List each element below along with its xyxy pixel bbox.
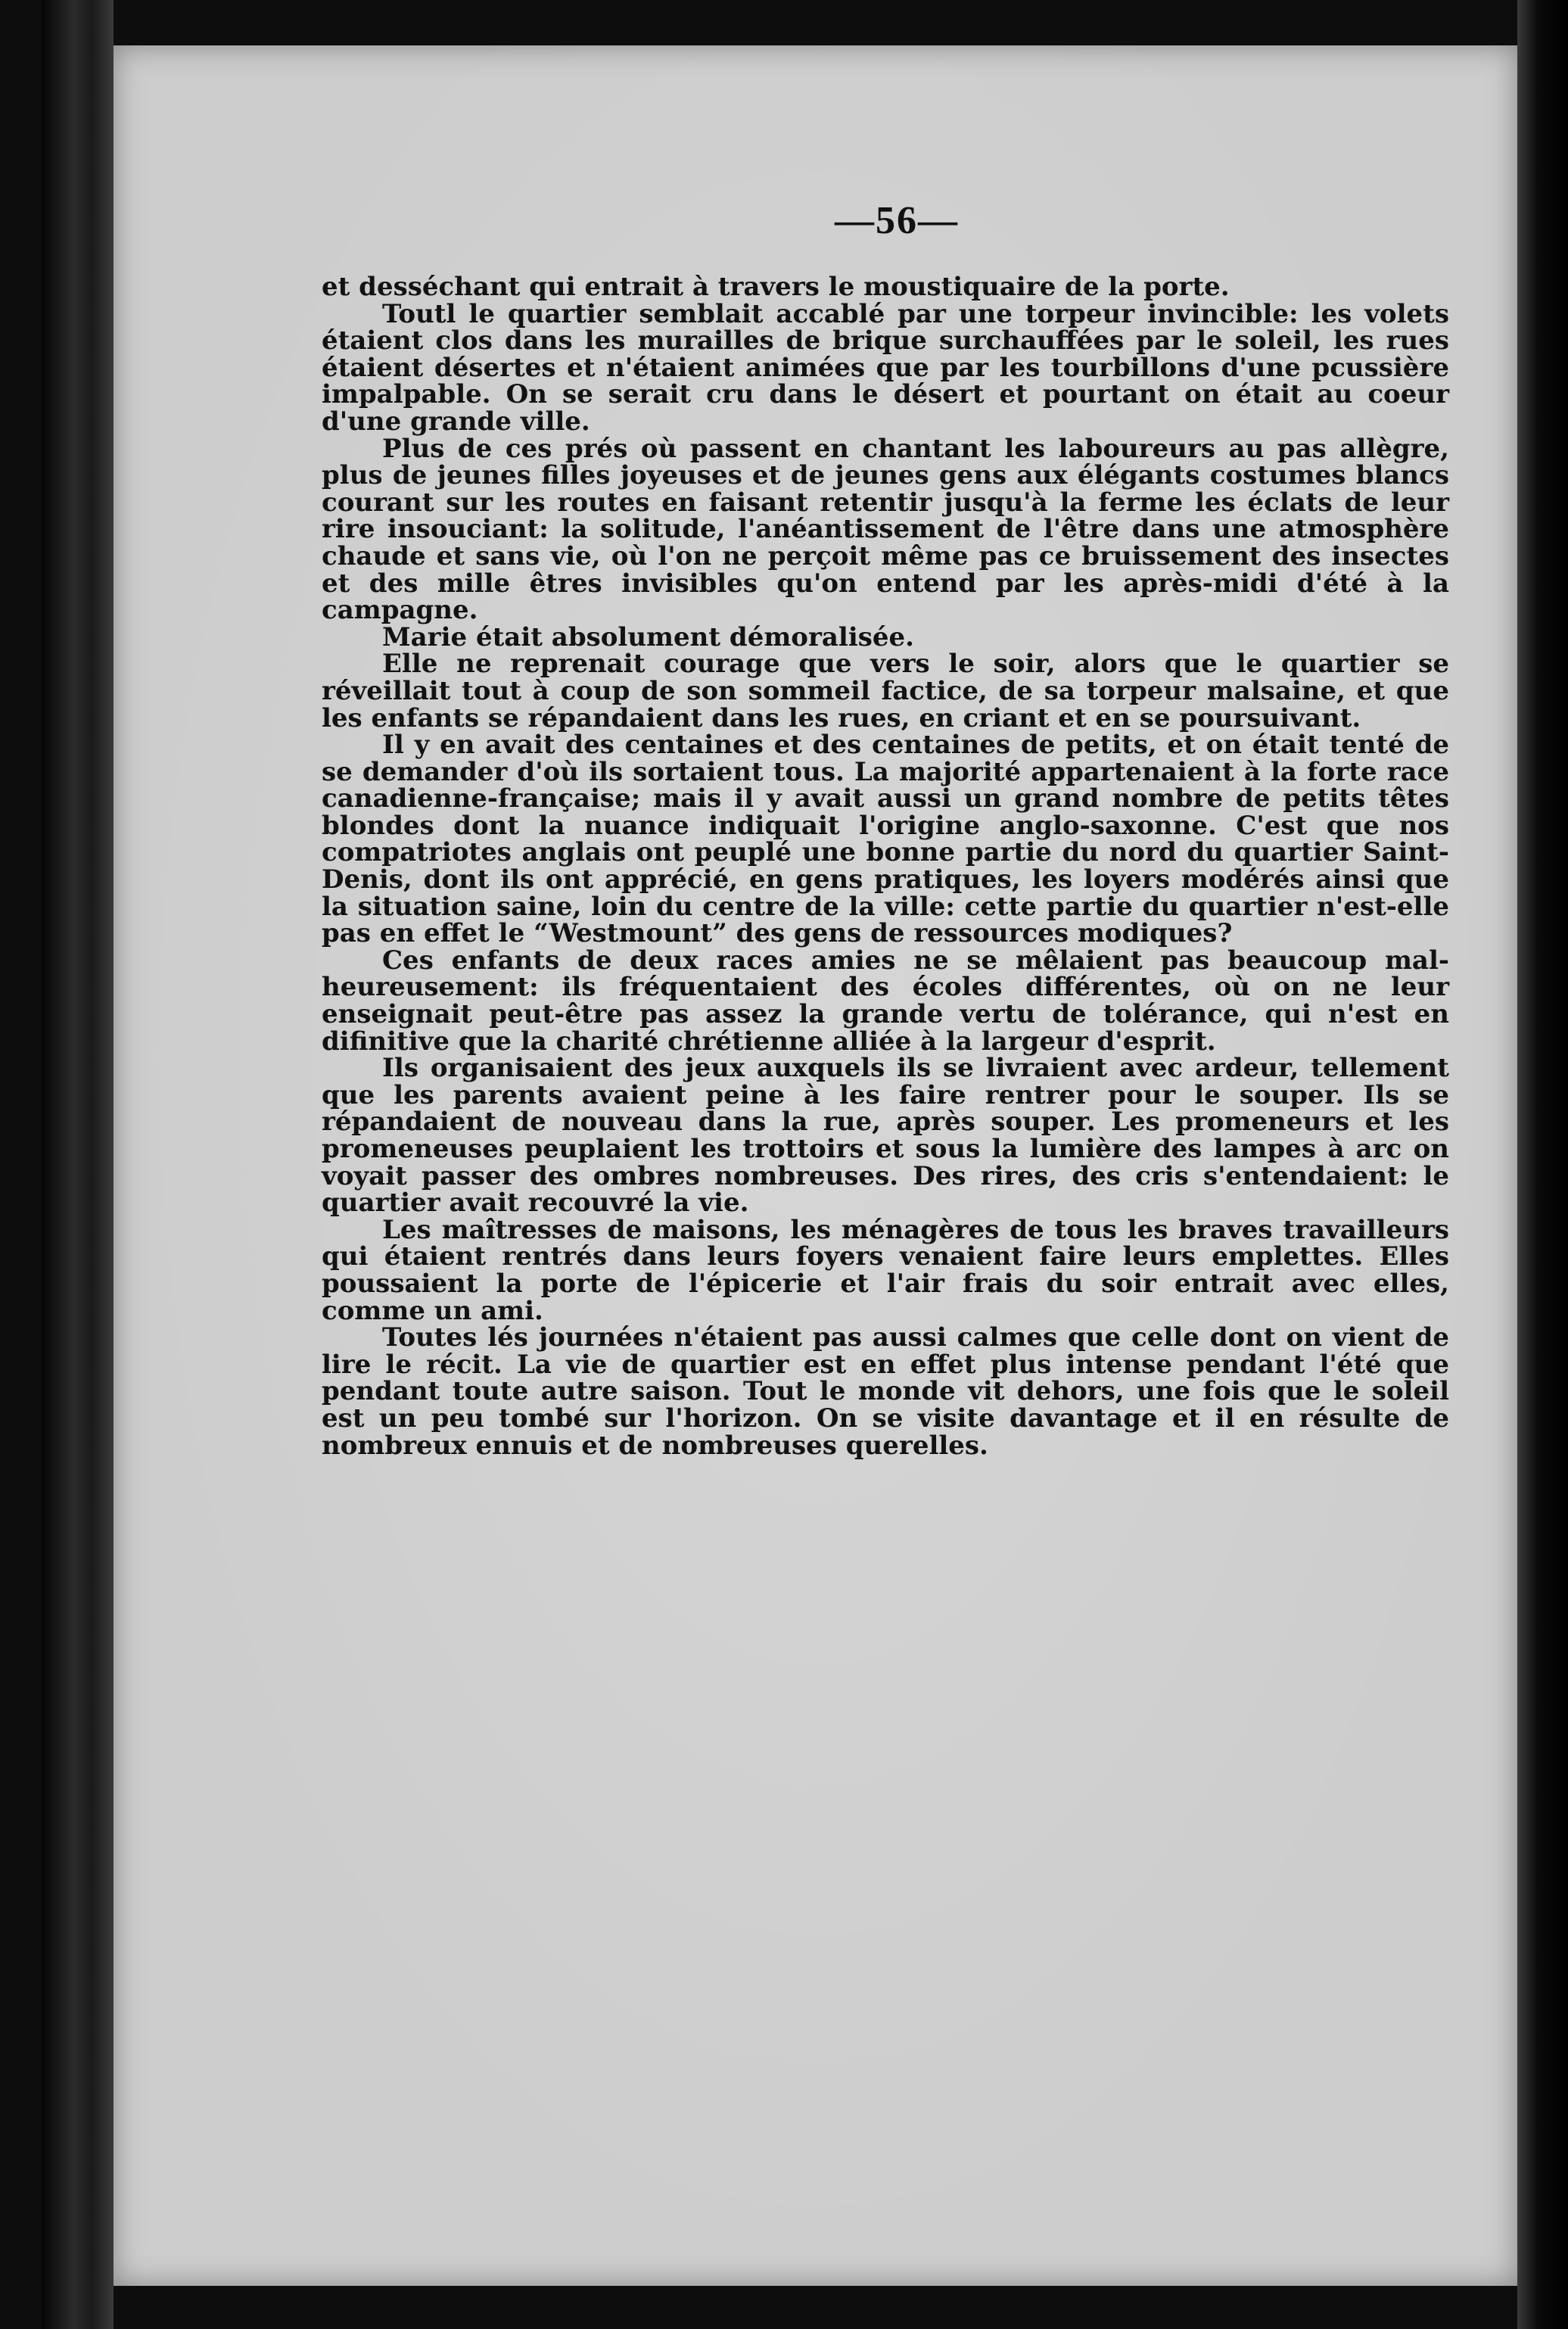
paragraph: Elle ne reprenait courage que vers le soir, alors que le quartier se réveillait tout à coup de son sommeil factice, de sa torpeur malsaine, et que les enfants se répandaient dans les rues, en criant et en se poursuivant. bbox=[322, 649, 1449, 733]
body-text bbox=[322, 274, 1449, 1459]
paragraph: Toutes lés journées n'étaient pas aussi calmes que celle dont on vient de lire le récit. La vie de quartier est en effet plus intense pendant l'été que pendant toute autre saison. Tout le monde vit dehors, une fois que le soleil est un peu tombé sur l'horizon. On se visite davantage et il en résulte de nombreux ennuis et de nombreuses querelles. bbox=[322, 1322, 1449, 1461]
paragraph: et desséchant qui entrait à travers le moustiquaire de la porte. bbox=[322, 272, 1230, 302]
paragraph: Plus de ces prés où passent en chantant les laboureurs au pas allègre, plus de jeunes filles joyeuses et de jeunes gens aux élégants costumes blancs courant sur les routes en faisant retentir jusqu'à la ferme les éclats de leur rire insouciant: la solitude, l'anéantissement de l'être dans une atmosphère chaude et sans vie, où l'on ne perçoit même pas ce bruissement des insectes et des mille êtres invisibles qu'on entend par les après-midi d'été à la campagne. bbox=[322, 433, 1449, 626]
paragraph: Il y en avait des centaines et des centaines de petits, et on était tenté de se demander d'où ils sortaient tous. La majorité appartenaient à la forte race canadienne-française; mais il y avait aussi un grand nombre de petits têtes blondes dont la nuance indiquait l'origine anglo-saxonne. C'est que nos compatriotes anglais ont peuplé une bonne partie du nord du quartier Saint-Denis, dont ils ont apprécié, en gens pratiques, les loyers modérés ainsi que la situation saine, loin du centre de la ville: cette partie du quartier n'est-elle pas en effet le “Westmount” des gens de ressources modiques? bbox=[322, 730, 1449, 949]
paragraph: Ils organisaient des jeux auxquels ils se livraient avec ardeur, tellement que les parents avaient peine à les faire rentrer pour le souper. Ils se répandaient de nouveau dans la rue, après souper. Les promeneurs et les promeneuses peuplaient les trottoirs et sous la lumière des lampes à arc on voyait passer des ombres nombreuses. Des rires, des cris s'entendaient: le quartier avait recouvré la vie. bbox=[322, 1053, 1449, 1219]
right-page-edge bbox=[1517, 0, 1568, 2329]
paragraph: Les maîtresses de maisons, les ménagères de tous les braves travailleurs qui étaient rentrés dans leurs foyers venaient faire leurs emplettes. Elles poussaient la porte de l'épicerie et l'air frais du soir entrait avec elles, comme un ami. bbox=[322, 1214, 1449, 1326]
book-binding-edge bbox=[42, 0, 114, 2329]
paragraph: Marie était absolument démoralisée. bbox=[382, 621, 914, 652]
paragraph: Ces enfants de deux races amies ne se mêlaient pas beaucoup malheureusement: ils fréquentaient des écoles différentes, où on ne leur enseignait peut-être pas assez la grande vertu de tolérance, qui n'est en difinitive que la charité chrétienne alliée à la largeur d'esprit. bbox=[322, 945, 1449, 1057]
paragraph: Toutl le quartier semblait accablé par une torpeur invincible: les volets étaient clos dans les murailles de brique surchauffées par le soleil, les rues étaient désertes et n'étaient animées que par les tourbillons d'une pcussière impalpable. On se serait cru dans le désert et pourtant on était au coeur d'une grande ville. bbox=[322, 298, 1449, 437]
page-number: —56— bbox=[835, 199, 959, 242]
